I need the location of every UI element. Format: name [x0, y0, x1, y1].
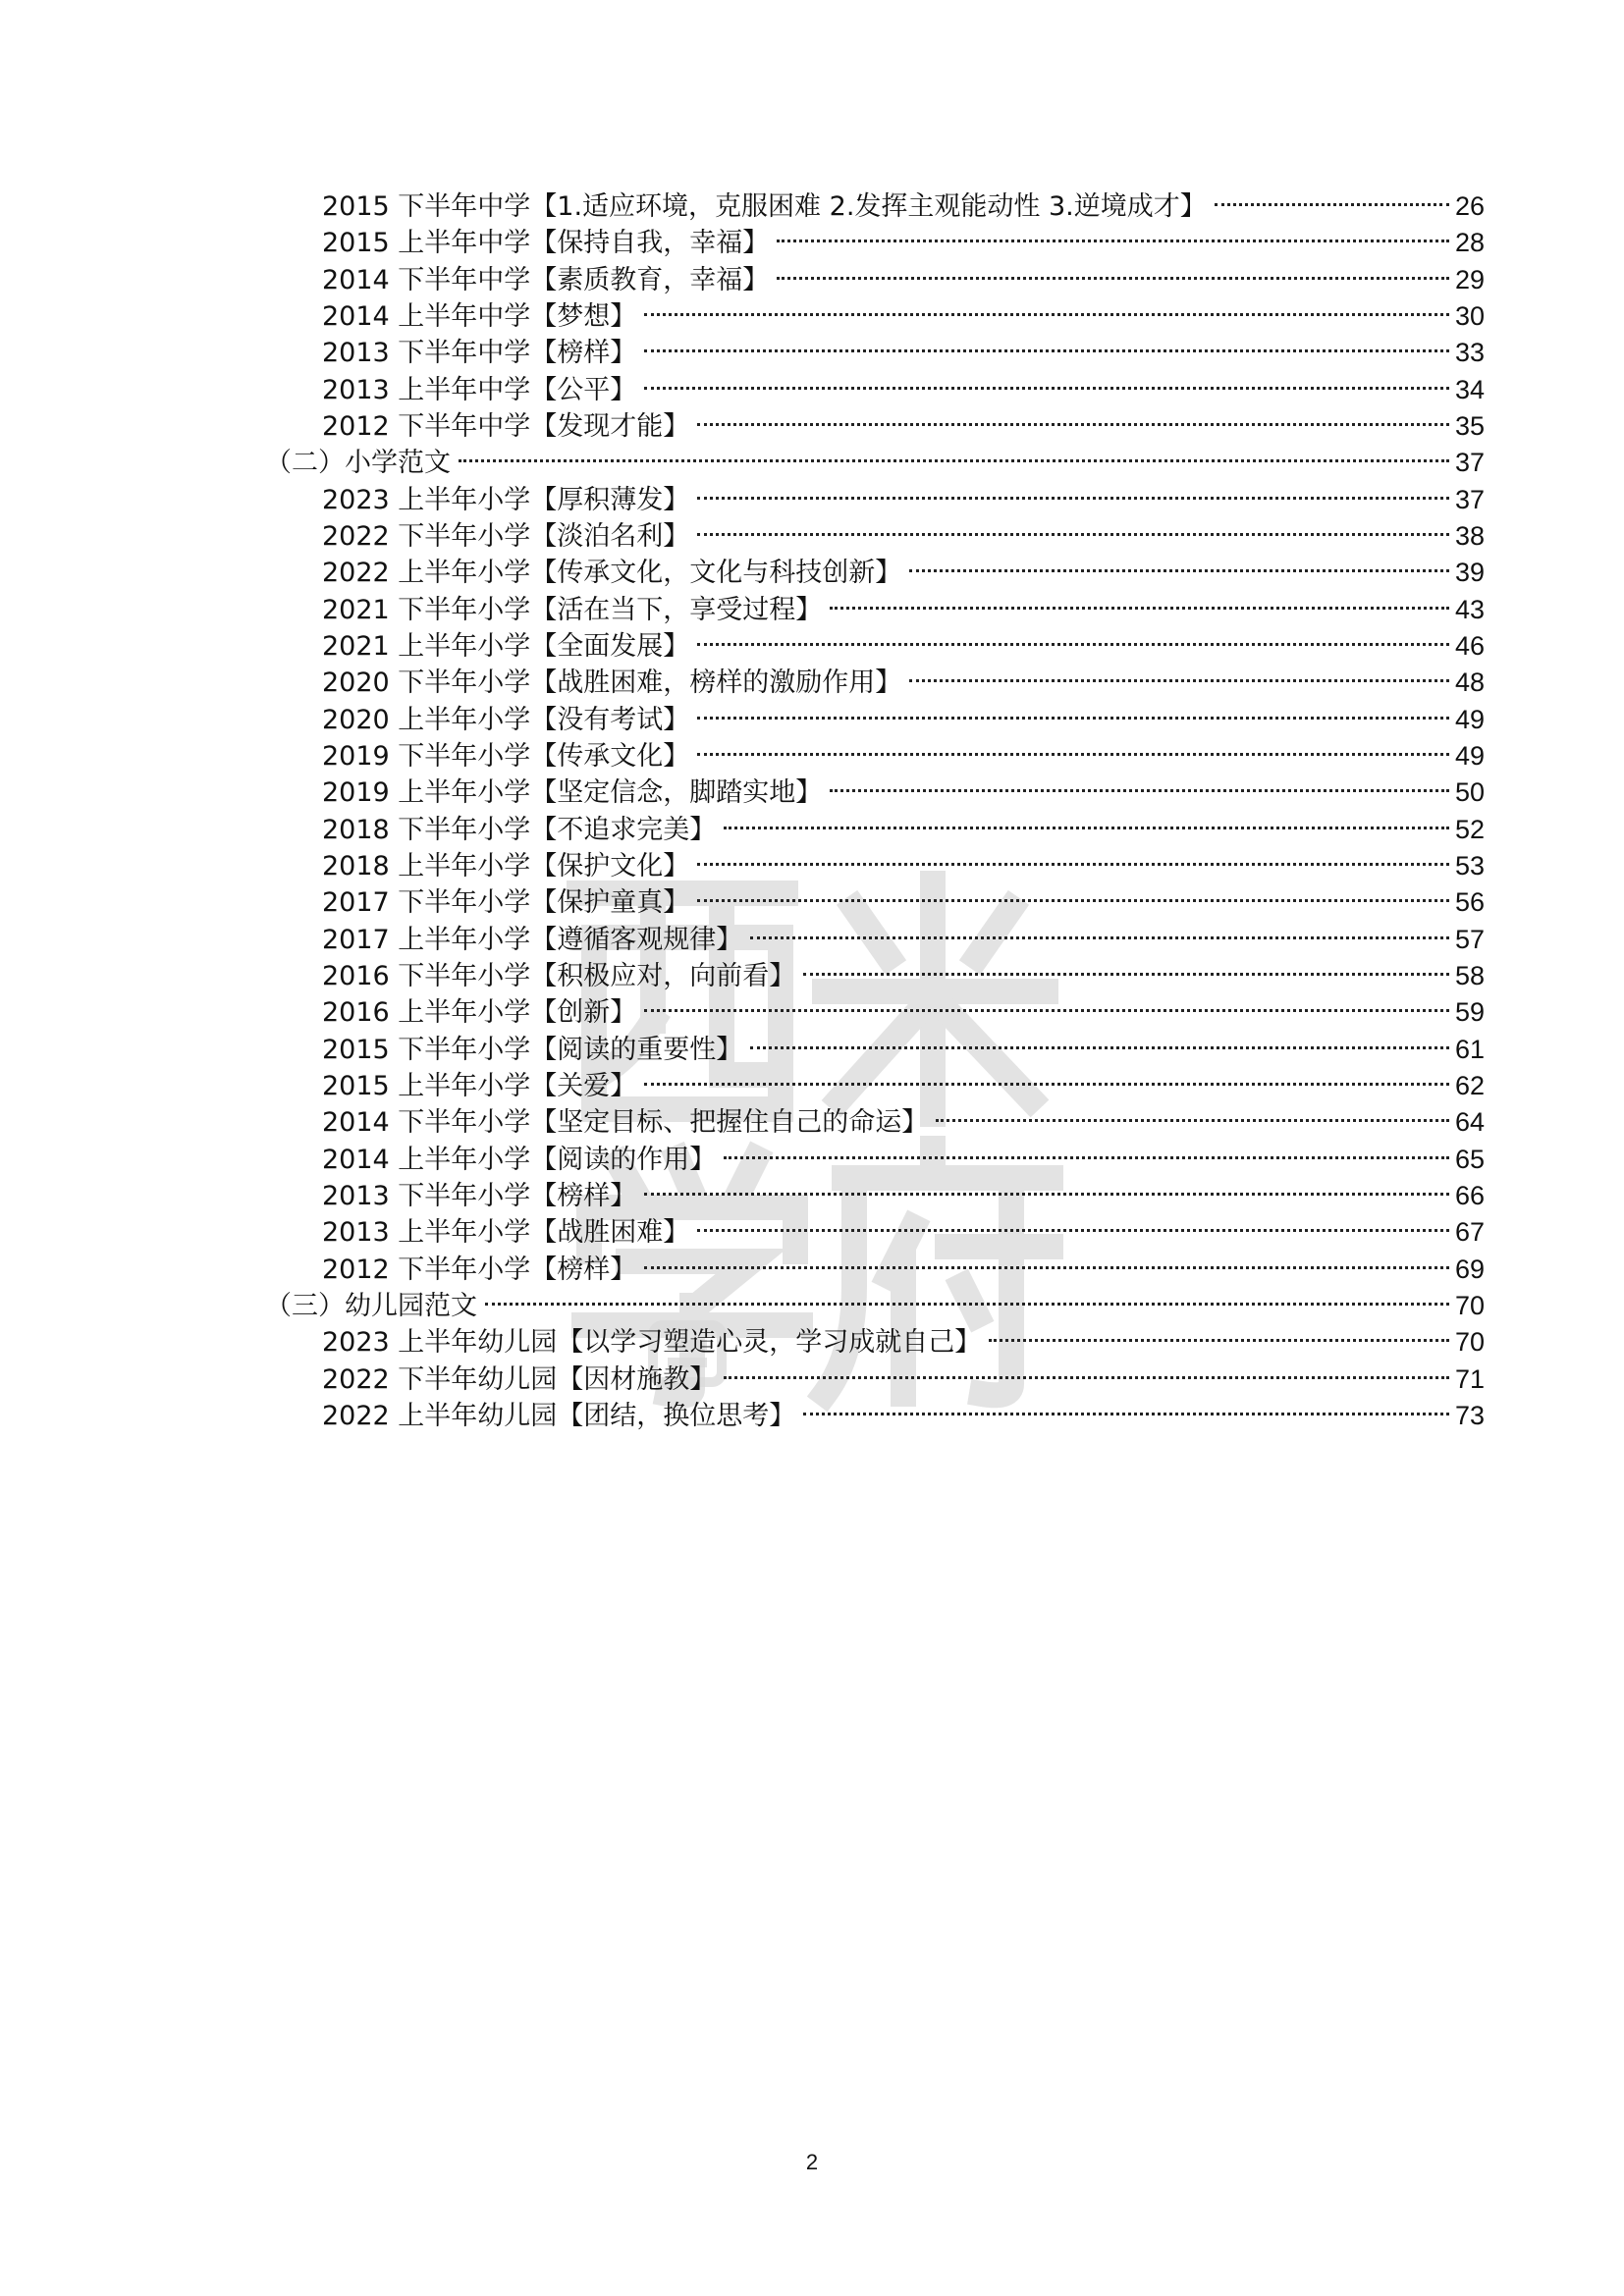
toc-entry-title: 2014 上半年小学【阅读的作用】	[322, 1144, 717, 1175]
toc-dot-leader	[485, 1303, 1449, 1306]
toc-entry-title: 2023 上半年小学【厚积薄发】	[322, 484, 690, 515]
toc-dot-leader	[697, 899, 1449, 902]
toc-entry-page-number: 53	[1454, 850, 1485, 881]
toc-entry-title: 2022 上半年幼儿园【团结，换位思考】	[322, 1400, 796, 1431]
toc-entry-page-number: 39	[1454, 558, 1485, 588]
toc-entry-title: 2022 下半年小学【淡泊名利】	[322, 520, 690, 552]
toc-entry-title: 2020 上半年小学【没有考试】	[322, 704, 690, 735]
toc-entry-title: 2013 上半年中学【公平】	[322, 374, 637, 405]
toc-dot-leader	[724, 1156, 1449, 1159]
toc-entry-page-number: 66	[1454, 1180, 1485, 1210]
toc-dot-leader	[936, 1119, 1449, 1122]
toc-entry-page-number: 35	[1454, 410, 1485, 441]
toc-entry-title: 2015 下半年中学【1.适应环境，克服困难 2.发挥主观能动性 3.逆境成才】	[322, 191, 1207, 222]
toc-entry-title: （二）小学范文	[265, 448, 451, 479]
toc-entry-page-number: 37	[1454, 484, 1485, 514]
toc-entry-title: 2014 上半年中学【梦想】	[322, 300, 637, 332]
toc-entry-title: 2015 上半年小学【关爱】	[322, 1070, 637, 1101]
toc-entry-title: 2013 下半年中学【榜样】	[322, 338, 637, 369]
toc-dot-leader	[989, 1339, 1449, 1342]
toc-dot-leader	[644, 1009, 1449, 1012]
toc-entry-title: 2013 上半年小学【战胜困难】	[322, 1217, 690, 1249]
toc-dot-leader	[459, 459, 1449, 462]
toc-entry-title: 2019 下半年小学【传承文化】	[322, 740, 690, 772]
toc-dot-leader	[750, 936, 1449, 939]
page-number: 2	[805, 2150, 819, 2174]
toc-entry-page-number: 37	[1454, 448, 1485, 478]
toc-dot-leader	[830, 607, 1449, 610]
toc-entry-page-number: 56	[1454, 887, 1485, 918]
toc-dot-leader	[803, 1413, 1449, 1415]
toc-entry[interactable]	[322, 1388, 1485, 1443]
toc-entry-page-number: 52	[1454, 814, 1485, 844]
toc-entry-page-number: 33	[1454, 338, 1485, 368]
toc-entry-page-number: 57	[1454, 924, 1485, 954]
toc-entry-title: 2021 上半年小学【全面发展】	[322, 630, 690, 662]
toc-dot-leader	[697, 863, 1449, 866]
toc-dot-leader	[697, 643, 1449, 646]
toc-entry-title: 2016 下半年小学【积极应对，向前看】	[322, 960, 796, 991]
toc-entry-page-number: 43	[1454, 594, 1485, 624]
toc-entry-page-number: 59	[1454, 997, 1485, 1028]
toc-entry-page-number: 50	[1454, 777, 1485, 808]
toc-entry-page-number: 30	[1454, 300, 1485, 331]
toc-dot-leader	[644, 1266, 1449, 1269]
toc-entry-title: 2022 上半年小学【传承文化，文化与科技创新】	[322, 558, 902, 589]
toc-entry-page-number: 70	[1454, 1327, 1485, 1358]
toc-dot-leader	[644, 1083, 1449, 1086]
toc-entry-page-number: 61	[1454, 1034, 1485, 1064]
toc-dot-leader	[697, 717, 1449, 720]
toc-entry-page-number: 58	[1454, 960, 1485, 990]
toc-entry-page-number: 26	[1454, 191, 1485, 221]
toc-entry-page-number: 38	[1454, 520, 1485, 551]
toc-dot-leader	[644, 349, 1449, 352]
toc-entry-title: 2014 下半年中学【素质教育，幸福】	[322, 264, 770, 295]
toc-entry-page-number: 67	[1454, 1217, 1485, 1248]
toc-dot-leader	[750, 1046, 1449, 1049]
toc-entry-title: 2020 下半年小学【战胜困难，榜样的激励作用】	[322, 667, 902, 699]
toc-entry-page-number: 28	[1454, 228, 1485, 258]
toc-entry-title: 2014 下半年小学【坚定目标、把握住自己的命运】	[322, 1107, 929, 1139]
toc-dot-leader	[830, 789, 1449, 792]
toc-entry-title: 2017 上半年小学【遵循客观规律】	[322, 924, 743, 955]
toc-entry-title: 2016 上半年小学【创新】	[322, 997, 637, 1029]
toc-dot-leader	[724, 827, 1449, 829]
toc-entry-page-number: 71	[1454, 1363, 1485, 1394]
toc-entry-title: 2015 上半年中学【保持自我，幸福】	[322, 228, 770, 259]
toc-dot-leader	[724, 1376, 1449, 1379]
toc-entry-page-number: 64	[1454, 1107, 1485, 1138]
toc-entry-title: 2012 下半年中学【发现才能】	[322, 410, 690, 442]
toc-dot-leader	[644, 1193, 1449, 1196]
toc-entry-title: 2013 下半年小学【榜样】	[322, 1180, 637, 1211]
toc-entry-page-number: 70	[1454, 1290, 1485, 1320]
toc-dot-leader	[644, 313, 1449, 316]
toc-dot-leader	[777, 277, 1449, 280]
toc-entry-title: 2022 下半年幼儿园【因材施教】	[322, 1363, 717, 1395]
toc-entry-title: 2017 下半年小学【保护童真】	[322, 887, 690, 919]
toc-dot-leader	[697, 753, 1449, 756]
toc-entry-title: （三）幼儿园范文	[265, 1290, 477, 1321]
toc-entry-title: 2021 下半年小学【活在当下，享受过程】	[322, 594, 823, 625]
toc-dot-leader	[909, 569, 1449, 572]
toc-dot-leader	[697, 533, 1449, 536]
toc-dot-leader	[803, 973, 1449, 976]
toc-entry-title: 2019 上半年小学【坚定信念，脚踏实地】	[322, 777, 823, 809]
toc-entry-page-number: 49	[1454, 740, 1485, 771]
toc-dot-leader	[697, 497, 1449, 500]
toc-entry-title: 2018 下半年小学【不追求完美】	[322, 814, 717, 845]
toc-dot-leader	[1215, 203, 1449, 206]
toc-entry-title: 2023 上半年幼儿园【以学习塑造心灵，学习成就自己】	[322, 1327, 982, 1359]
toc-entry-page-number: 69	[1454, 1254, 1485, 1284]
toc-entry-title: 2012 下半年小学【榜样】	[322, 1254, 637, 1285]
toc-dot-leader	[697, 1229, 1449, 1232]
toc-dot-leader	[644, 387, 1449, 390]
toc-entry-page-number: 73	[1454, 1400, 1485, 1430]
toc-entry-page-number: 48	[1454, 667, 1485, 698]
toc-entry-title: 2018 上半年小学【保护文化】	[322, 850, 690, 881]
toc-entry-page-number: 34	[1454, 374, 1485, 404]
toc-entry-page-number: 29	[1454, 264, 1485, 294]
toc-entry-page-number: 49	[1454, 704, 1485, 734]
toc-dot-leader	[777, 240, 1449, 242]
toc-entry-page-number: 46	[1454, 630, 1485, 661]
toc-entry-page-number: 62	[1454, 1070, 1485, 1100]
toc-entry-page-number: 65	[1454, 1144, 1485, 1174]
toc-dot-leader	[909, 679, 1449, 682]
toc-entry-title: 2015 下半年小学【阅读的重要性】	[322, 1034, 743, 1065]
toc-dot-leader	[697, 423, 1449, 426]
